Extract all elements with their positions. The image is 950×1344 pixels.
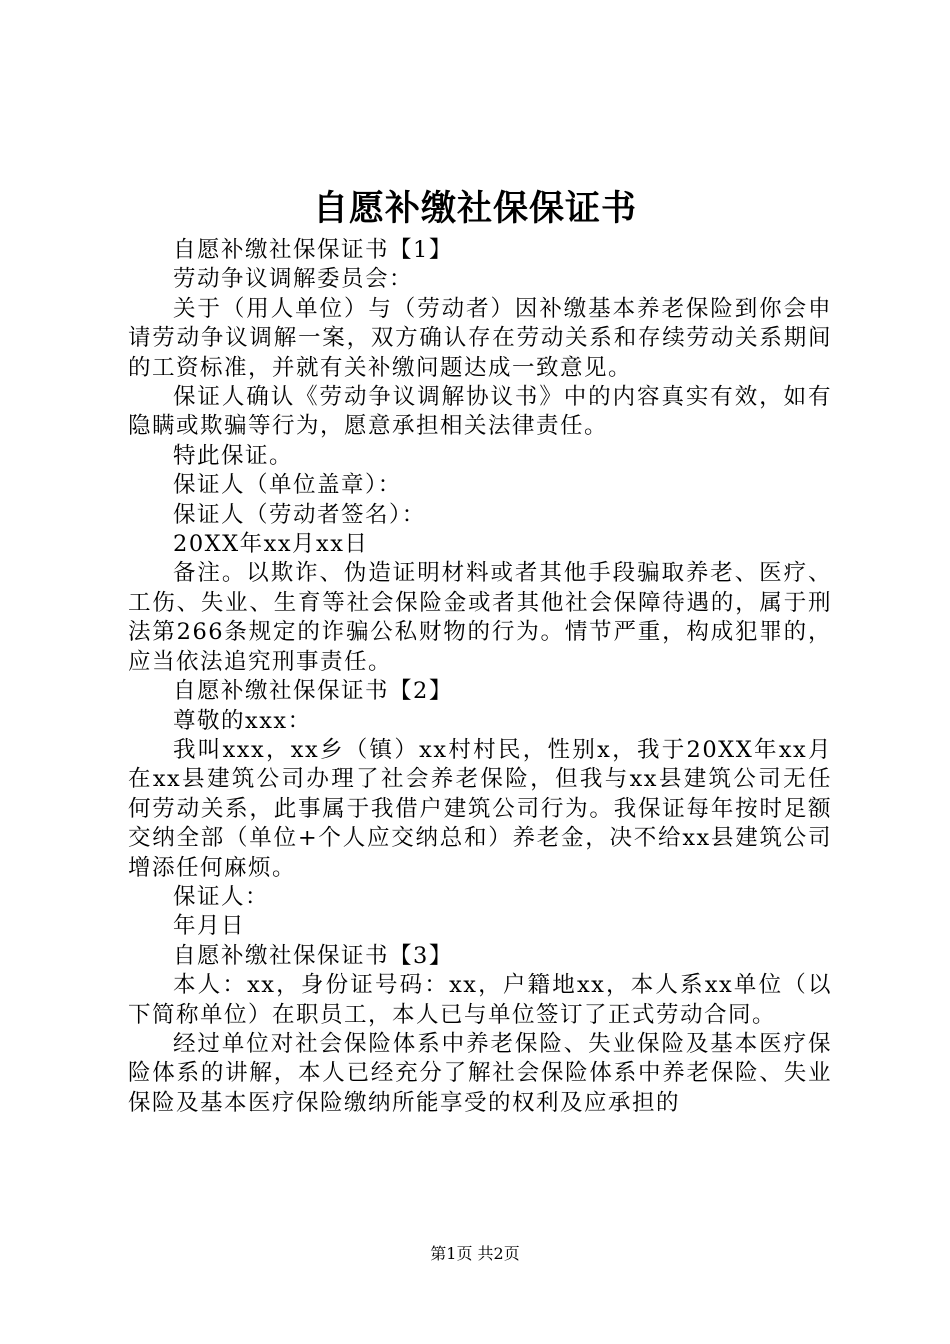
document-body xyxy=(128,236,832,1118)
date-line: 20XX年xx月xx日 xyxy=(173,531,369,558)
signature-line-unit: 保证人（单位盖章）： xyxy=(173,472,402,499)
section-heading-3: 自愿补缴社保保证书【3】 xyxy=(173,942,453,969)
body-paragraph: 经过单位对社会保险体系中养老保险、失业保险及基本医疗保险体系的讲解，本人已经充分了解社会保险体系中养老保险、失业保险及基本医疗保险缴纳所能享受的权利及应承担的 xyxy=(128,1030,832,1116)
document-title: 自愿补缴社保保证书 xyxy=(312,188,637,229)
body-paragraph: 本人：xx，身份证号码：xx，户籍地xx，本人系xx单位（以下简称单位）在职员工，本人已与单位签订了正式劳动合同。 xyxy=(128,972,832,1028)
date-line: 年月日 xyxy=(173,913,246,940)
salutation-paragraph: 劳动争议调解委员会： xyxy=(173,266,414,293)
body-paragraph: 保证人确认《劳动争议调解协议书》中的内容真实有效，如有隐瞒或欺骗等行为，愿意承担相关法律责任。 xyxy=(128,384,832,440)
body-paragraph: 我叫xxx，xx乡（镇）xx村村民，性别x，我于20XX年xx月在xx县建筑公司办理了社会养老保险，但我与xx县建筑公司无任何劳动关系，此事属于我借户建筑公司行为。我保证每年按时足额交纳全部（单位+个人应交纳总和）养老金，决不给xx县建筑公司增添任何麻烦。 xyxy=(128,736,832,881)
remark-paragraph: 备注。以欺诈、伪造证明材料或者其他手段骗取养老、医疗、工伤、失业、生育等社会保险金或者其他社会保障待遇的，属于刑法第266条规定的诈骗公私财物的行为。情节严重，构成犯罪的，应当依法追究刑事责任。 xyxy=(128,560,832,675)
section-heading-2: 自愿补缴社保保证书【2】 xyxy=(173,678,453,705)
closing-paragraph: 特此保证。 xyxy=(173,442,294,469)
page-number-footer: 第1页 共2页 xyxy=(430,1244,520,1263)
body-paragraph: 关于（用人单位）与（劳动者）因补缴基本养老保险到你会申请劳动争议调解一案，双方确认存在劳动关系和存续劳动关系期间的工资标准，并就有关补缴问题达成一致意见。 xyxy=(128,295,832,381)
signature-line-worker: 保证人（劳动者签名）： xyxy=(173,501,426,528)
signature-line: 保证人： xyxy=(173,883,270,910)
salutation-paragraph: 尊敬的xxx： xyxy=(173,707,312,734)
section-heading-1: 自愿补缴社保保证书【1】 xyxy=(173,237,453,263)
